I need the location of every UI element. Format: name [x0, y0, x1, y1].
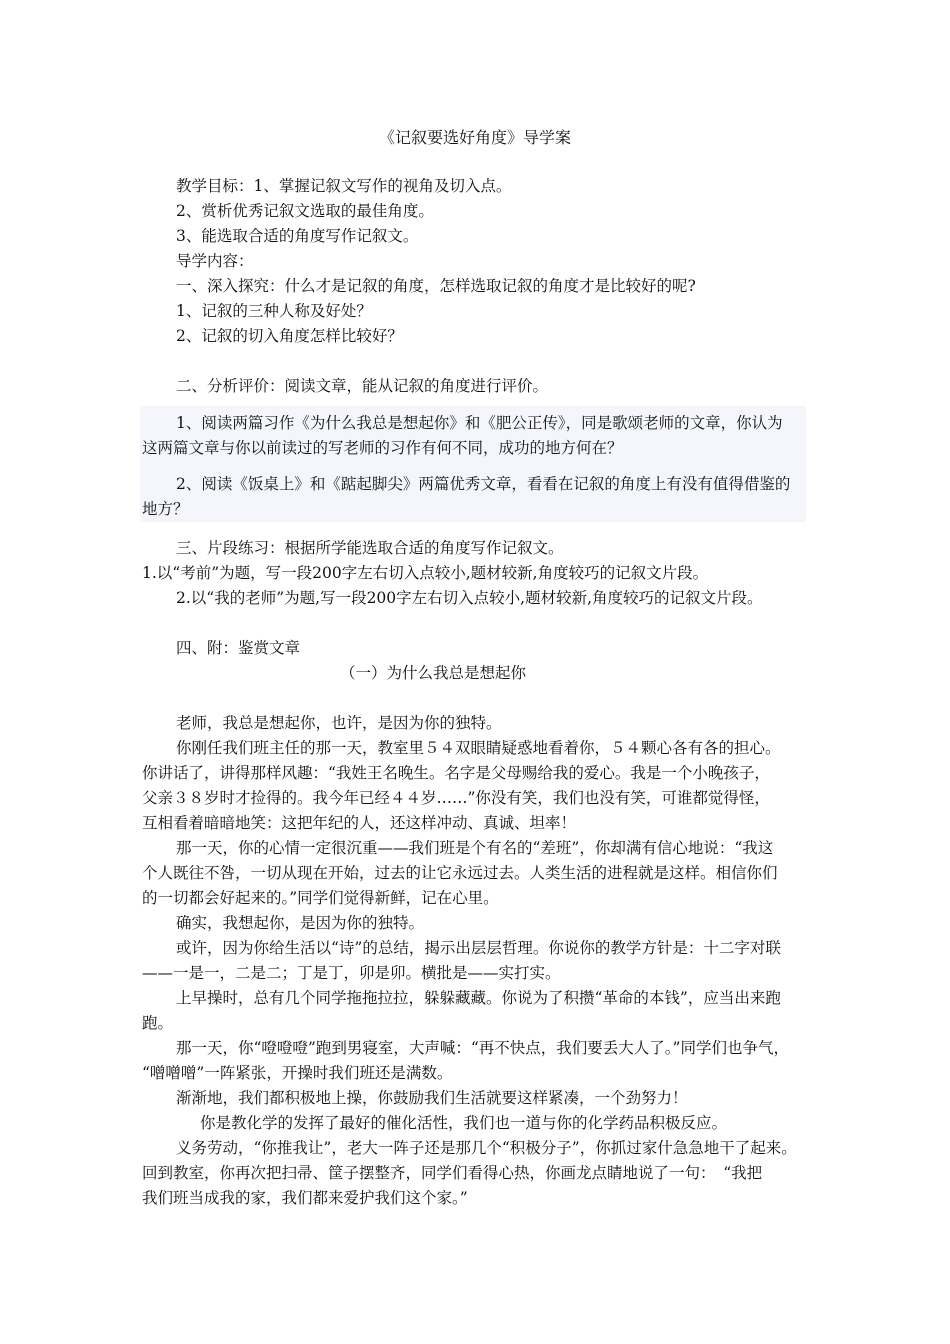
part1-question-1: 1、记叙的三种人称及好处？ [176, 302, 372, 320]
essay-line: 你刚任我们班主任的那一天，教室里５４双眼睛疑惑地看着你，５４颗心各有各的担心。 [176, 739, 781, 757]
essay-line: 跑。 [142, 1014, 174, 1032]
essay-line: 个人既往不咎，一切从现在开始，过去的让它永远过去。人类生活的进程就是这样。相信你们 [142, 864, 778, 882]
essay-line: 渐渐地，我们都积极地上操，你鼓励我们生活就要这样紧凑，一个劲努力！ [176, 1089, 688, 1107]
goal-3: 3、能选取合适的角度写作记叙文。 [176, 227, 419, 245]
part3-heading: 三、片段练习：根据所学能选取合适的角度写作记叙文。 [176, 539, 564, 557]
content-label: 导学内容： [176, 252, 254, 270]
essay-line: 父亲３８岁时才捡得的。我今年已经４４岁……”你没有笑，我们也没有笑，可谁都觉得怪， [142, 789, 770, 807]
essay-line: ——一是一，二是二；丁是丁，卯是卯。横批是——实打实。 [142, 964, 561, 982]
essay-line: 那一天，你“噔噔噔”跑到男寝室，大声喊：“再不快点，我们要丢大人了。”同学们也争气， [176, 1039, 789, 1057]
essay-line: 上早操时，总有几个同学拖拖拉拉，躲躲藏藏。你说为了积攒“革命的本钱”，应当出来跑 [176, 989, 781, 1007]
essay-line: 老师，我总是想起你，也许，是因为你的独特。 [176, 714, 502, 732]
part2-item2-line1: 2、阅读《饭桌上》和《踮起脚尖》两篇优秀文章，看看在记叙的角度上有没有值得借鉴的 [176, 475, 791, 493]
essay-line: 我们班当成我的家，我们都来爱护我们这个家。” [142, 1189, 468, 1207]
essay-line: 那一天，你的心情一定很沉重——我们班是个有名的“差班”，你却满有信心地说：“我这 [176, 839, 774, 857]
essay-line: 你是教化学的发挥了最好的催化活性，我们也一道与你的化学药品积极反应。 [200, 1114, 728, 1132]
document-title: 《记叙要选好角度》导学案 [378, 128, 571, 147]
part2-item1-line2: 这两篇文章与你以前读过的写老师的习作有何不同，成功的地方何在？ [142, 439, 623, 457]
part4-heading: 四、附：鉴赏文章 [176, 639, 301, 657]
part3-exercise-1: 1.以“考前”为题，写一段200字左右切入点较小,题材较新,角度较巧的记叙文片段。 [142, 564, 709, 582]
goal-2: 2、赏析优秀记叙文选取的最佳角度。 [176, 202, 434, 220]
essay-line: 确实，我想起你，是因为你的独特。 [176, 914, 425, 932]
essay-line: 你讲话了，讲得那样风趣：“我姓王名晚生。名字是父母赐给我的爱心。我是一个小晚孩子， [142, 764, 770, 782]
part2-heading: 二、分析评价：阅读文章，能从记叙的角度进行评价。 [176, 377, 549, 395]
essay-line: 回到教室，你再次把扫帚、筐子摆整齐，同学们看得心热，你画龙点睛地说了一句： “我把 [142, 1164, 763, 1182]
essay-line: 义务劳动，“你推我让”，老大一阵子还是那几个“积极分子”，你抓过家什急急地干了起来。 [176, 1139, 797, 1157]
part2-item2-line2: 地方？ [142, 500, 189, 518]
essay-line: 的一切都会好起来的。”同学们觉得新鲜，记在心里。 [142, 889, 499, 907]
essay-line: “噌噌噌”一阵紧张，开操时我们班还是满数。 [142, 1064, 453, 1082]
part1-question-2: 2、记叙的切入角度怎样比较好？ [176, 327, 403, 345]
goal-1: 教学目标：1、掌握记叙文写作的视角及切入点。 [176, 177, 512, 195]
part2-item1-line1: 1、阅读两篇习作《为什么我总是想起你》和《肥公正传》，同是歌颂老师的文章，你认为 [176, 414, 783, 432]
essay-title: （一）为什么我总是想起你 [340, 664, 527, 682]
essay-line: 互相看着暗暗地笑：这把年纪的人，还这样冲动、真诚、坦率！ [142, 814, 577, 832]
part1-heading: 一、深入探究：什么才是记叙的角度，怎样选取记叙的角度才是比较好的呢? [176, 277, 696, 295]
essay-line: 或许，因为你给生活以“诗”的总结，揭示出层层哲理。你说你的教学方针是：十二字对联 [176, 939, 781, 957]
part3-exercise-2: 2.以“我的老师”为题,写一段200字左右切入点较小,题材较新,角度较巧的记叙文片段。 [176, 589, 763, 607]
